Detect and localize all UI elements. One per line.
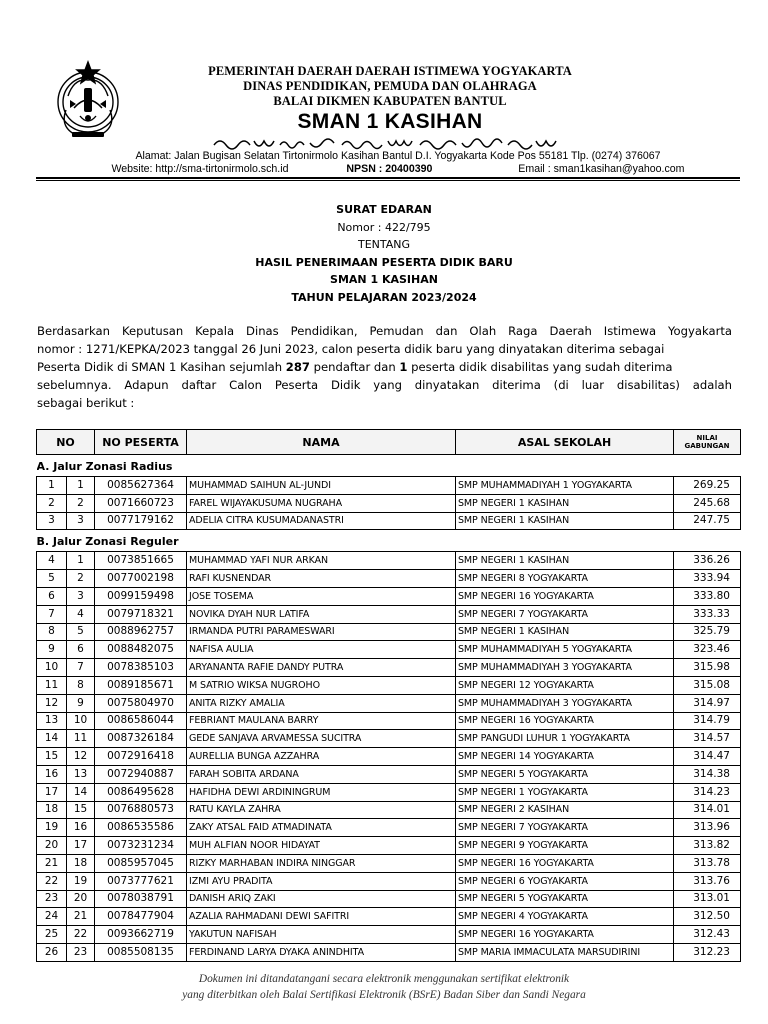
cell-nama: ADELIA CITRA KUSUMADANASTRI [187,512,456,530]
table-row [37,641,741,659]
cell-asal-sekolah: SMP NEGERI 5 YOGYAKARTA [456,890,674,908]
circular-title [150,201,618,306]
cell-sub-no: 6 [67,641,95,659]
cell-sub-no: 7 [67,659,95,677]
cell-nilai: 314.47 [674,748,741,766]
cell-nilai: 325.79 [674,623,741,641]
cell-no: 19 [37,819,67,837]
cell-no: 2 [37,494,67,512]
cell-nama: RIZKY MARHABAN INDIRA NINGGAR [187,854,456,872]
cell-no-peserta: 0076880573 [95,801,187,819]
cell-no-peserta: 0086535586 [95,819,187,837]
cell-nilai: 245.68 [674,494,741,512]
cell-nama: RATU KAYLA ZAHRA [187,801,456,819]
cell-asal-sekolah: SMP NEGERI 2 KASIHAN [456,801,674,819]
cell-no: 15 [37,748,67,766]
cell-no: 24 [37,908,67,926]
cell-nama: MUHAMMAD YAFI NUR ARKAN [187,552,456,570]
cell-no-peserta: 0075804970 [95,694,187,712]
cell-no: 17 [37,783,67,801]
cell-asal-sekolah: SMP NEGERI 4 YOGYAKARTA [456,908,674,926]
cell-asal-sekolah: SMP NEGERI 12 YOGYAKARTA [456,676,674,694]
paragraph-line: Berdasarkan Keputusan Kepala Dinas Pendidikan, Pemudan dan Olah Raga Daerah Istimewa Yogyakarta [37,324,732,338]
title-school: SMAN 1 KASIHAN [330,273,438,286]
cell-asal-sekolah: SMP NEGERI 1 YOGYAKARTA [456,783,674,801]
table-row [37,712,741,730]
cell-nama: FARAH SOBITA ARDANA [187,765,456,783]
cell-sub-no: 5 [67,623,95,641]
cell-sub-no: 4 [67,605,95,623]
cell-sub-no: 17 [67,837,95,855]
cell-nama: FEBRIANT MAULANA BARRY [187,712,456,730]
cell-no-peserta: 0099159498 [95,587,187,605]
cell-nama: FERDINAND LARYA DYAKA ANINDHITA [187,943,456,961]
cell-asal-sekolah: SMP NEGERI 16 YOGYAKARTA [456,926,674,944]
address-line: Alamat: Jalan Bugisan Selatan Tirtonirmolo Kasihan Bantul D.I. Yogyakarta Kode Pos 55181 Tlp. (0274) 376067 [135,150,661,162]
cell-nama: DANISH ARIQ ZAKI [187,890,456,908]
cell-nilai: 313.96 [674,819,741,837]
paragraph-line: Peserta Didik di SMAN 1 Kasihan sejumlah 287 pendaftar dan 1 peserta didik disabilitas yang sudah diterima [37,360,673,374]
cell-no: 26 [37,943,67,961]
cell-nilai: 313.01 [674,890,741,908]
cell-nilai: 314.01 [674,801,741,819]
table-body [37,455,741,962]
cell-sub-no: 10 [67,712,95,730]
cell-sub-no: 1 [67,552,95,570]
cell-nama: JOSE TOSEMA [187,587,456,605]
cell-nama: NOVIKA DYAH NUR LATIFA [187,605,456,623]
cell-sub-no: 23 [67,943,95,961]
email-link[interactable]: Email : sman1kasihan@yahoo.com [518,163,685,175]
cell-no: 1 [37,477,67,495]
cell-no-peserta: 0072940887 [95,765,187,783]
cell-nama: HAFIDHA DEWI ARDININGRUM [187,783,456,801]
cell-nilai: 313.78 [674,854,741,872]
title-tentang: TENTANG [357,238,411,251]
e-signature-note [100,971,668,1003]
cell-no: 13 [37,712,67,730]
cell-nama: IRMANDA PUTRI PARAMESWARI [187,623,456,641]
cell-asal-sekolah: SMP MARIA IMMACULATA MARSUDIRINI [456,943,674,961]
cell-no-peserta: 0085627364 [95,477,187,495]
cell-asal-sekolah: SMP NEGERI 1 KASIHAN [456,494,674,512]
cell-sub-no: 8 [67,676,95,694]
cell-nilai: 336.26 [674,552,741,570]
cell-nilai: 314.97 [674,694,741,712]
cell-nama: RAFI KUSNENDAR [187,570,456,588]
title-nomor: Nomor : 422/795 [337,220,431,234]
cell-no: 14 [37,730,67,748]
cell-sub-no: 3 [67,587,95,605]
header-nilai-gabungan: NILAI GABUNGAN [674,430,741,455]
cell-nama: AZALIA RAHMADANI DEWI SAFITRI [187,908,456,926]
cell-nilai: 312.50 [674,908,741,926]
cell-no-peserta: 0072916418 [95,748,187,766]
table-row [37,890,741,908]
letterhead-rule-thin [36,180,740,181]
cell-nilai: 333.33 [674,605,741,623]
table-row [37,943,741,961]
header-nama: NAMA [187,430,456,455]
cell-nama: YAKUTUN NAFISAH [187,926,456,944]
cell-sub-no: 22 [67,926,95,944]
cell-asal-sekolah: SMP NEGERI 6 YOGYAKARTA [456,872,674,890]
cell-no: 22 [37,872,67,890]
header-asal-sekolah: ASAL SEKOLAH [456,430,674,455]
cell-nilai: 314.79 [674,712,741,730]
cell-no: 10 [37,659,67,677]
cell-nama: M SATRIO WIKSA NUGROHO [187,676,456,694]
table-row [37,801,741,819]
section-heading-row [37,530,741,552]
table-row [37,748,741,766]
title-subject: HASIL PENERIMAAN PESERTA DIDIK BARU [255,255,513,269]
letterhead-rule-thick [36,177,740,179]
cell-asal-sekolah: SMP NEGERI 16 YOGYAKARTA [456,712,674,730]
cell-no: 5 [37,570,67,588]
cell-no-peserta: 0085508135 [95,943,187,961]
cell-no-peserta: 0089185671 [95,676,187,694]
cell-no-peserta: 0073777621 [95,872,187,890]
cell-sub-no: 3 [67,512,95,530]
admission-table [36,429,741,962]
cell-nama: ANITA RIZKY AMALIA [187,694,456,712]
cell-sub-no: 15 [67,801,95,819]
cell-nilai: 314.57 [674,730,741,748]
cell-asal-sekolah: SMP MUHAMMADIYAH 1 YOGYAKARTA [456,477,674,495]
cell-no-peserta: 0078477904 [95,908,187,926]
cell-no: 25 [37,926,67,944]
intro-paragraph [37,322,732,412]
letterhead-government: PEMERINTAH DAERAH DAERAH ISTIMEWA YOGYAKARTA [208,64,572,78]
cell-asal-sekolah: SMP NEGERI 1 KASIHAN [456,623,674,641]
table-row [37,730,741,748]
table-row [37,819,741,837]
cell-no-peserta: 0073231234 [95,837,187,855]
cell-no: 9 [37,641,67,659]
table-row [37,477,741,495]
cell-asal-sekolah: SMP NEGERI 9 YOGYAKARTA [456,837,674,855]
table-row [37,926,741,944]
contact-line [60,163,736,176]
cell-nama: MUHAMMAD SAIHUN AL-JUNDI [187,477,456,495]
cell-no: 21 [37,854,67,872]
section-heading: A. Jalur Zonasi Radius [37,455,741,477]
cell-nilai: 333.94 [674,570,741,588]
cell-nilai: 315.98 [674,659,741,677]
cell-nilai: 314.23 [674,783,741,801]
title-year: TAHUN PELAJARAN 2023/2024 [291,290,477,304]
title-surat-edaran: SURAT EDARAN [336,203,432,216]
letterhead [132,64,648,158]
cell-sub-no: 16 [67,819,95,837]
cell-sub-no: 13 [67,765,95,783]
cell-nama: GEDE SANJAVA ARVAMESSA SUCITRA [187,730,456,748]
cell-asal-sekolah: SMP NEGERI 14 YOGYAKARTA [456,748,674,766]
disabilitas-count: 1 [399,360,408,374]
table-row [37,623,741,641]
cell-asal-sekolah: SMP NEGERI 7 YOGYAKARTA [456,819,674,837]
cell-asal-sekolah: SMP NEGERI 7 YOGYAKARTA [456,605,674,623]
table-row [37,587,741,605]
paragraph-line: sebagai berikut : [37,396,135,410]
cell-nilai: 312.43 [674,926,741,944]
cell-sub-no: 21 [67,908,95,926]
cell-no: 16 [37,765,67,783]
cell-no: 6 [37,587,67,605]
cell-nilai: 247.75 [674,512,741,530]
cell-nilai: 315.08 [674,676,741,694]
cell-asal-sekolah: SMP NEGERI 5 YOGYAKARTA [456,765,674,783]
cell-no: 20 [37,837,67,855]
cell-nilai: 313.82 [674,837,741,855]
cell-sub-no: 14 [67,783,95,801]
school-name: SMAN 1 KASIHAN [297,110,483,133]
cell-no-peserta: 0086586044 [95,712,187,730]
cell-no-peserta: 0086495628 [95,783,187,801]
table-row [37,854,741,872]
cell-sub-no: 18 [67,854,95,872]
cell-asal-sekolah: SMP NEGERI 1 KASIHAN [456,512,674,530]
cell-no-peserta: 0078385103 [95,659,187,677]
cell-nama: IZMI AYU PRADITA [187,872,456,890]
table-row [37,494,741,512]
cell-nama: ARYANANTA RAFIE DANDY PUTRA [187,659,456,677]
cell-nilai: 333.80 [674,587,741,605]
footer-line: yang diterbitkan oleh Balai Sertifikasi Elektronik (BSrE) Badan Siber dan Sandi Negara [182,989,586,1001]
paragraph-line: nomor : 1271/KEPKA/2023 tanggal 26 Juni 2023, calon peserta didik baru yang dinyatakan diterima sebagai [37,342,665,356]
cell-no-peserta: 0077179162 [95,512,187,530]
cell-nama: NAFISA AULIA [187,641,456,659]
cell-sub-no: 1 [67,477,95,495]
cell-asal-sekolah: SMP MUHAMMADIYAH 5 YOGYAKARTA [456,641,674,659]
cell-sub-no: 19 [67,872,95,890]
cell-nama: AURELLIA BUNGA AZZAHRA [187,748,456,766]
cell-no: 11 [37,676,67,694]
cell-no-peserta: 0085957045 [95,854,187,872]
cell-nilai: 314.38 [674,765,741,783]
cell-asal-sekolah: SMP MUHAMMADIYAH 3 YOGYAKARTA [456,659,674,677]
table-row [37,512,741,530]
cell-no-peserta: 0088482075 [95,641,187,659]
cell-no: 3 [37,512,67,530]
table-row [37,552,741,570]
cell-nilai: 269.25 [674,477,741,495]
cell-no: 4 [37,552,67,570]
cell-nama: MUH ALFIAN NOOR HIDAYAT [187,837,456,855]
table-row [37,605,741,623]
table-header-row [37,430,741,455]
section-heading-row [37,455,741,477]
cell-asal-sekolah: SMP NEGERI 16 YOGYAKARTA [456,854,674,872]
section-heading: B. Jalur Zonasi Reguler [37,530,741,552]
cell-asal-sekolah: SMP MUHAMMADIYAH 3 YOGYAKARTA [456,694,674,712]
cell-nama: FAREL WIJAYAKUSUMA NUGRAHA [187,494,456,512]
cell-sub-no: 2 [67,494,95,512]
cell-nilai: 312.23 [674,943,741,961]
cell-no-peserta: 0087326184 [95,730,187,748]
table-row [37,837,741,855]
pendaftar-count: 287 [285,360,310,374]
cell-nilai: 313.76 [674,872,741,890]
province-emblem-icon [50,56,126,142]
table-row [37,570,741,588]
table-row [37,872,741,890]
letterhead-office: BALAI DIKMEN KABUPATEN BANTUL [273,94,507,108]
cell-no: 8 [37,623,67,641]
cell-asal-sekolah: SMP PANGUDI LUHUR 1 YOGYAKARTA [456,730,674,748]
table-row [37,783,741,801]
cell-nama: ZAKY ATSAL FAID ATMADINATA [187,819,456,837]
header-no-peserta: NO PESERTA [95,430,187,455]
cell-sub-no: 20 [67,890,95,908]
cell-no-peserta: 0088962757 [95,623,187,641]
cell-asal-sekolah: SMP NEGERI 8 YOGYAKARTA [456,570,674,588]
cell-no: 18 [37,801,67,819]
cell-sub-no: 12 [67,748,95,766]
cell-sub-no: 9 [67,694,95,712]
cell-sub-no: 11 [67,730,95,748]
footer-line: Dokumen ini ditandatangani secara elektronik menggunakan sertifikat elektronik [198,973,570,985]
cell-no-peserta: 0093662719 [95,926,187,944]
cell-no-peserta: 0073851665 [95,552,187,570]
table-row [37,694,741,712]
cell-asal-sekolah: SMP NEGERI 16 YOGYAKARTA [456,587,674,605]
cell-no: 23 [37,890,67,908]
paragraph-line: sebelumnya. Adapun daftar Calon Peserta Didik yang dinyatakan diterima (di luar disabilitas) adalah [37,378,732,392]
letterhead-department: DINAS PENDIDIKAN, PEMUDA DAN OLAHRAGA [243,79,537,93]
cell-asal-sekolah: SMP NEGERI 1 KASIHAN [456,552,674,570]
table-row [37,908,741,926]
cell-no-peserta: 0077002198 [95,570,187,588]
cell-nilai: 323.46 [674,641,741,659]
website-link[interactable]: Website: http://sma-tirtonirmolo.sch.id [111,163,289,175]
cell-no: 12 [37,694,67,712]
table-row [37,765,741,783]
cell-no-peserta: 0078038791 [95,890,187,908]
table-row [37,659,741,677]
cell-no: 7 [37,605,67,623]
table-row [37,676,741,694]
cell-no-peserta: 0079718321 [95,605,187,623]
npsn-label: NPSN : 20400390 [346,163,433,175]
cell-no-peserta: 0071660723 [95,494,187,512]
cell-sub-no: 2 [67,570,95,588]
header-no: NO [37,430,95,455]
